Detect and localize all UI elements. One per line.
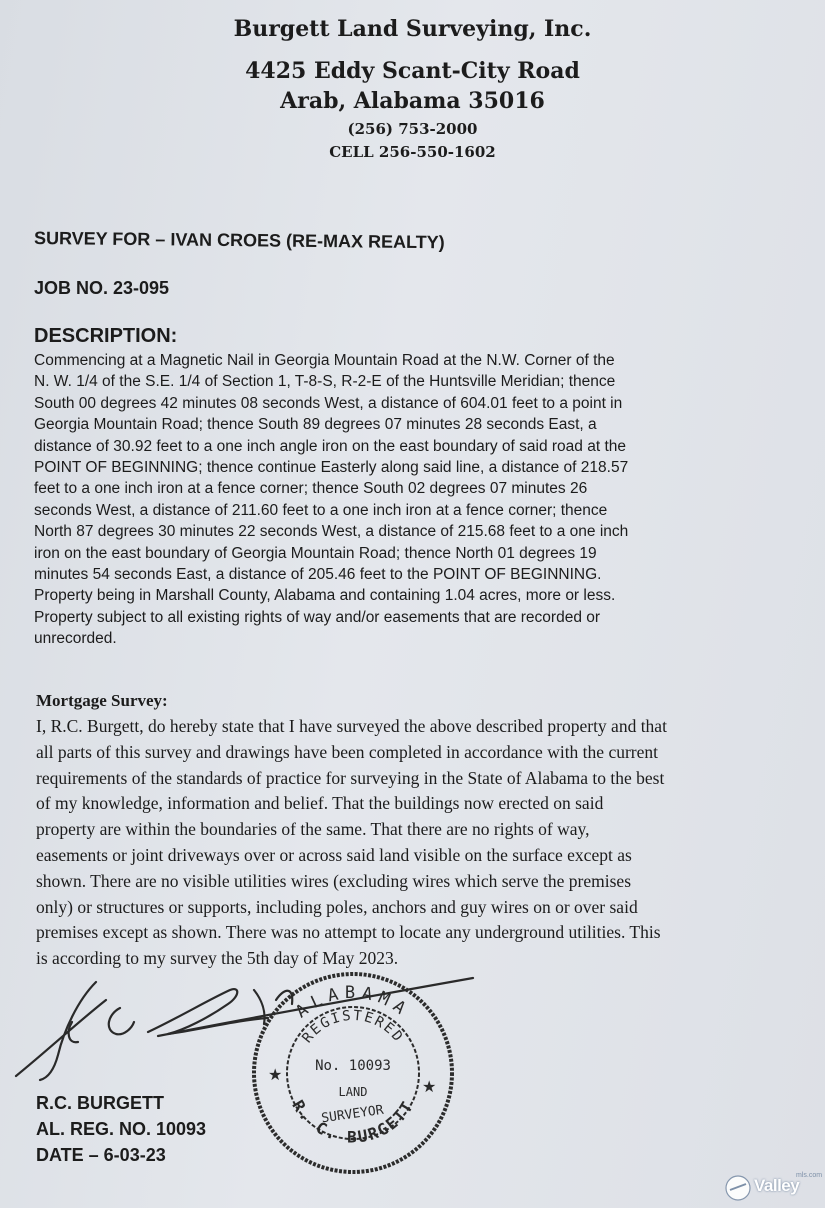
company-phone: (256) 753-2000 — [347, 120, 478, 138]
seal-number: No. 10093 — [315, 1058, 391, 1074]
description-line: South 00 degrees 42 minutes 08 seconds West, a distance of 604.01 feet to a point in — [34, 394, 623, 412]
seal-land: LAND — [338, 1085, 368, 1099]
description-line: Property subject to all existing rights of way and/or easements that are recorded or — [34, 608, 601, 626]
survey-for: SURVEY FOR – IVAN CROES (RE-MAX REALTY) — [33, 228, 445, 253]
company-address: 4425 Eddy Scant-City Road — [245, 58, 580, 84]
description-line: POINT OF BEGINNING; thence continue Easterly along said line, a distance of 218.57 — [34, 459, 629, 477]
mortgage-line: I, R.C. Burgett, do hereby state that I have surveyed the above described property and that — [36, 716, 667, 736]
watermark-tagline: mls.com — [796, 1172, 823, 1179]
mortgage-body — [36, 714, 806, 972]
description-line: seconds West, a distance of 211.60 feet to a one inch iron at a fence corner; thence — [34, 501, 608, 519]
watermark-brand: Valley — [754, 1176, 800, 1195]
mortgage-line: premises except as shown. There was no attempt to locate any underground utilities. This — [36, 922, 661, 943]
mortgage-line: property are within the boundaries of the same. That there are no rights of way, — [36, 819, 590, 840]
description-line: Commencing at a Magnetic Nail in Georgia Mountain Road at the N.W. Corner of the — [34, 352, 615, 369]
mortgage-line: all parts of this survey and drawings have been completed in accordance with the current — [36, 741, 658, 762]
survey-date: DATE – 6-03-23 — [36, 1145, 166, 1165]
description-line: minutes 54 seconds East, a distance of 205.46 feet to the POINT OF BEGINNING. — [34, 566, 602, 584]
description-heading: DESCRIPTION: — [34, 325, 178, 347]
mortgage-line: of my knowledge, information and belief. That the buildings now erected on said — [36, 793, 604, 814]
seal-surveyor: SURVEYOR — [320, 1102, 385, 1127]
description-line: iron on the east boundary of Georgia Mountain Road; thence North 01 degrees 19 — [34, 544, 597, 562]
surveyor-seal — [248, 968, 458, 1178]
mortgage-line: only) or structures or supports, including poles, anchors and guy wires on or over said — [36, 896, 638, 917]
description-line: Georgia Mountain Road; thence South 89 degrees 07 minutes 28 seconds East, a — [34, 416, 597, 434]
description-line: Property being in Marshall County, Alabama and containing 1.04 acres, more or less. — [34, 587, 616, 605]
mortgage-line: shown. There are no visible utilities wires (excluding wires which serve the premises — [36, 870, 632, 891]
svg-text:ALABAMA — [292, 983, 414, 1022]
mortgage-line: requirements of the standards of practice for surveying in the State of Alabama to the best — [36, 767, 665, 788]
company-name: Burgett Land Surveying, Inc. — [233, 16, 592, 42]
surveyor-name: R.C. BURGETT — [36, 1093, 164, 1113]
seal-star-left-icon: ★ — [268, 1065, 283, 1084]
seal-name-text: R. C. BURGETT — [288, 1096, 418, 1147]
description-line: unrecorded. — [34, 630, 117, 648]
seal-star-right-icon: ★ — [422, 1077, 437, 1096]
description-line: N. W. 1/4 of the S.E. 1/4 of Section 1, T-8-S, R-2-E of the Huntsville Meridian; thence — [34, 373, 616, 391]
company-cell: CELL 256-550-1602 — [329, 143, 496, 161]
description-line: distance of 30.92 feet to a one inch angle iron on the east boundary of said road at the — [34, 437, 627, 455]
mortgage-line: easements or joint driveways over or across said land visible on the surface except as — [36, 844, 632, 865]
mortgage-heading: Mortgage Survey: — [36, 691, 168, 710]
job-number: JOB NO. 23-095 — [34, 278, 170, 298]
registration-number: AL. REG. NO. 10093 — [36, 1119, 207, 1139]
seal-state-text: ALABAMA — [292, 983, 414, 1023]
company-city: Arab, Alabama 35016 — [280, 88, 545, 114]
description-line: feet to a one inch iron at a fence corner; thence South 02 degrees 07 minutes 26 — [34, 480, 588, 498]
seal-registered-text: REGISTERED — [299, 1007, 407, 1047]
description-body — [34, 350, 789, 650]
mortgage-line: is according to my survey the 5th day of May 2023. — [36, 948, 399, 969]
description-line: North 87 degrees 30 minutes 22 seconds West, a distance of 215.68 feet to a one inch — [34, 523, 629, 541]
